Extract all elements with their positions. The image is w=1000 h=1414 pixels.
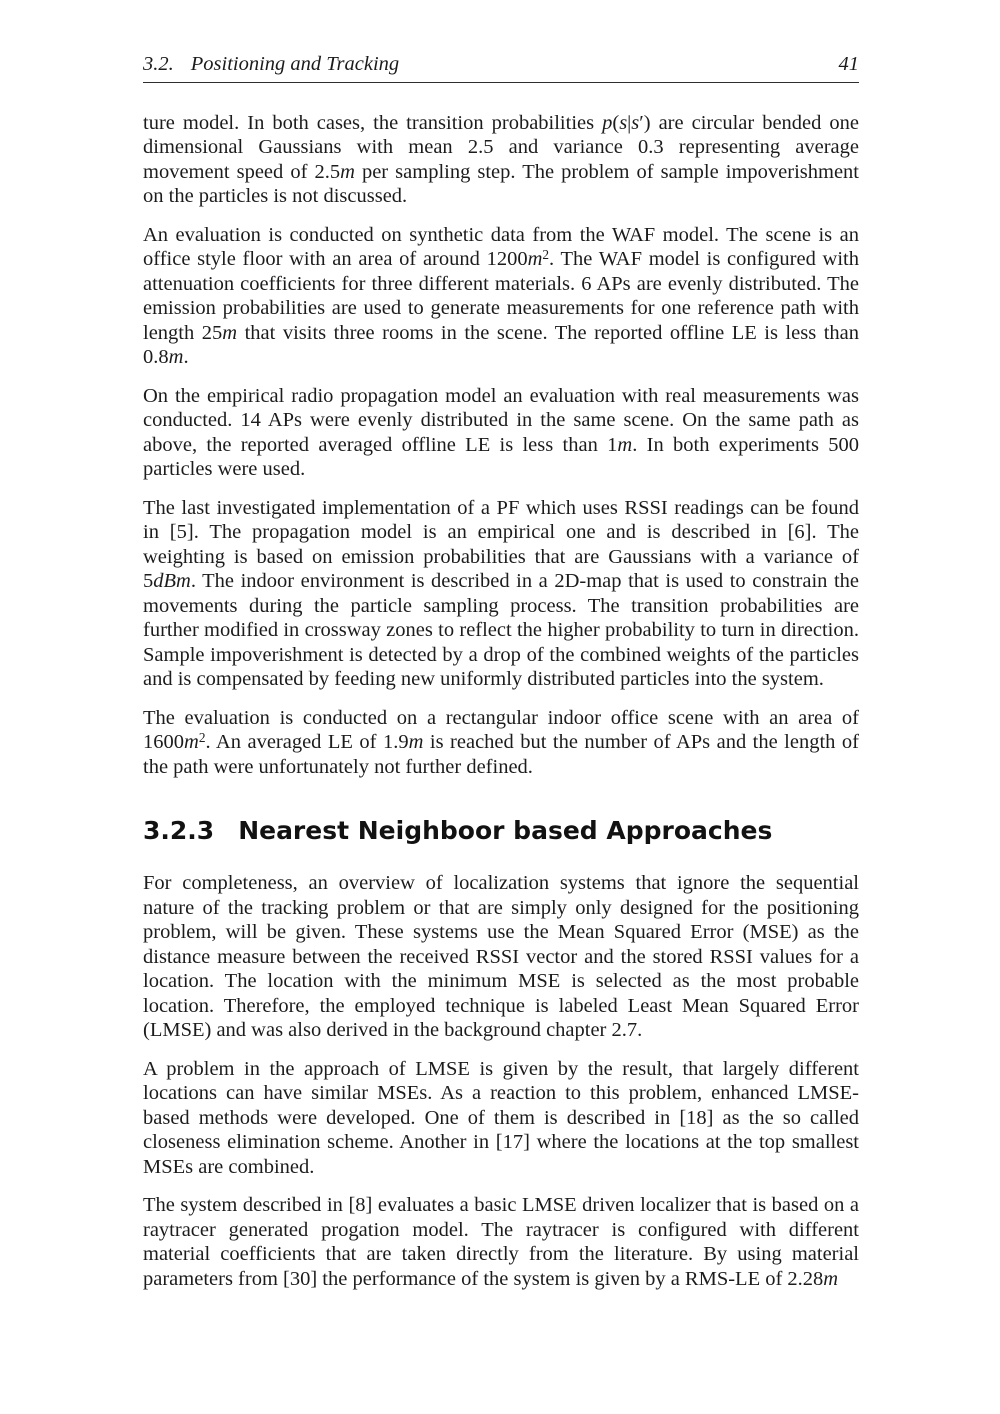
paragraph: A problem in the approach of LMSE is given by the result, that largely different locations can have similar MSEs. As a reaction to this problem, enhanced LMSE-based methods were developed. One of them is described in [18] as the so called closeness elimination scheme. Another in [17] where the locations at the top smallest MSEs are combined. — [143, 1057, 859, 1178]
header-section-number: 3.2. — [143, 53, 174, 75]
paragraph: The evaluation is conducted on a rectangular indoor office scene with an area of $1600m^2$. An averaged LE of 1.9m is reached but the number of APs and the length of the path were unfortunately not further defined. — [143, 706, 859, 778]
header-section-title — [143, 53, 399, 76]
paragraph: An evaluation is conducted on synthetic data from the WAF model. The scene is an office style floor with an area of around $1200m^2$. The WAF model is configured with attenuation coefficients for three different materials. 6 APs are evenly distributed. The emission probabilities are used to generate measurements for one reference path with length 25m that visits three rooms in the scene. The reported offline LE is less than 0.8m. — [143, 223, 859, 369]
paragraph: On the empirical radio propagation model an evaluation with real measurements was conducted. 14 APs were evenly distributed in the same scene. On the same path as above, the reported averaged offline LE is less than 1m. In both experiments 500 particles were used. — [143, 384, 859, 481]
paragraph: The system described in [8] evaluates a basic LMSE driven localizer that is based on a raytracer generated progation model. The raytracer is configured with different material coefficients that are taken directly from the literature. By using material parameters from [30] the performance of the system is given by a RMS-LE of 2.28m — [143, 1194, 859, 1290]
section-heading-title: Nearest Neighboor based Approaches — [238, 816, 773, 846]
document-body — [143, 83, 859, 1292]
paragraph: The last investigated implementation of a PF which uses RSSI readings can be found in [5]. The propagation model is an empirical one and is described in [6]. The weighting is based on emission probabilities that are Gaussians with a variance of 5dBm. The indoor environment is described in a 2D-map that is used to constrain the movements during the particle sampling process. The transition probabilities are further modified in crossway zones to reflect the higher probability to turn in direction. Sample impoverishment is detected by a drop of the combined weights of the particles and is compensated by feeding new uniformly distributed particles into the system. — [143, 496, 859, 691]
section-heading-number: 3.2.3 — [143, 816, 215, 846]
section-heading — [143, 815, 859, 846]
paragraph: For completeness, an overview of localization systems that ignore the sequential nature of the tracking problem or that are simply only designed for the positioning problem, will be given. These systems use the Mean Squared Error (MSE) as the distance measure between the received RSSI vector and the stored RSSI values for a location. The location with the minimum MSE is selected as the most probable location. Therefore, the employed technique is labeled Least Mean Squared Error (LMSE) and was also derived in the background chapter 2.7. — [143, 872, 859, 1042]
running-header — [143, 53, 859, 76]
paragraph: ture model. In both cases, the transition probabilities p(s|s′) are circular bended one dimensional Gaussians with mean 2.5 and variance 0.3 representing average movement speed of 2.5m per sampling step. The problem of sample impoverishment on the particles is not discussed. — [143, 111, 859, 208]
page-number: 41 — [838, 53, 859, 75]
header-title-text: Positioning and Tracking — [190, 53, 400, 75]
